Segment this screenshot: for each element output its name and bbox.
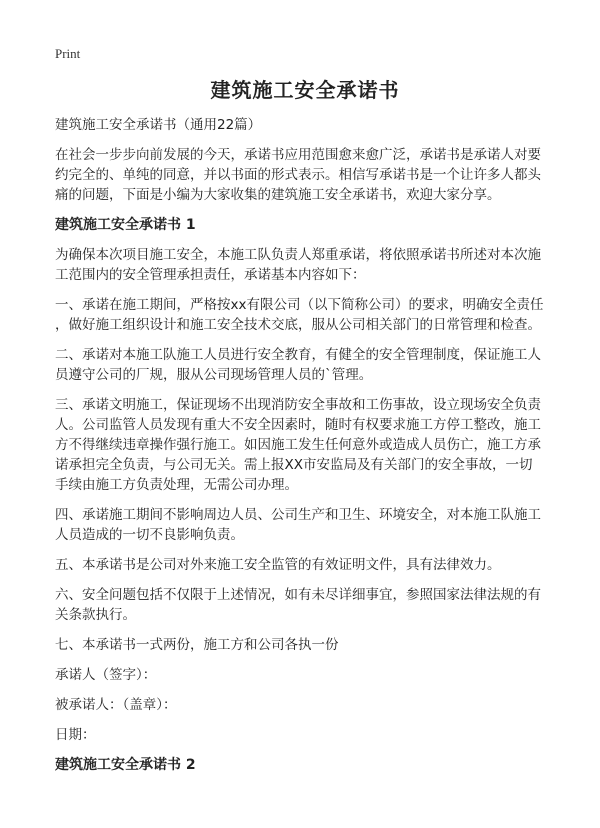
paragraph: 五、本承诺书是公司对外来施工安全监管的有效证明文件，具有法律效力。: [55, 557, 501, 573]
paragraph: 一、承诺在施工期间，严格按xx有限公司（以下简称公司）的要求，明确安全责任 ，做好施工组织设计和施工安全技术交底，服从公司相关部门的日常管理和检查。: [55, 297, 544, 333]
document-subtitle: 建筑施工安全承诺书（通用22篇）: [55, 117, 262, 133]
date-line: 日期：: [55, 727, 96, 743]
paragraph: 二、承诺对本施工队施工人员进行安全教育，有健全的安全管理制度，保证施工人 员遵守公司的厂规，服从公司现场管理人员的`管理。: [55, 347, 541, 383]
seal-line: 被承诺人：（盖章）：: [55, 697, 177, 713]
paragraph: 七、本承诺书一式两份，施工方和公司各执一份: [55, 637, 339, 653]
paragraph: 四、承诺施工期间不影响周边人员、公司生产和卫生、环境安全，对本施工队施工 人员造成的一切不良影响负责。: [55, 507, 541, 543]
paragraph: 六、安全问题包括不仅限于上述情况，如有未尽详细事宜，参照国家法律法规的有 关条款执行。: [55, 587, 541, 623]
section-heading-2: 建筑施工安全承诺书 2: [55, 757, 196, 773]
signature-line: 承诺人（签字）：: [55, 667, 157, 683]
document-title: 建筑施工安全承诺书: [210, 78, 400, 102]
paragraph: 为确保本次项目施工安全，本施工队负责人郑重承诺，将依照承诺书所述对本次施 工范围内的安全管理承担责任，承诺基本内容如下：: [55, 247, 541, 283]
intro-paragraph: 在社会一步步向前发展的今天，承诺书应用范围愈来愈广泛，承诺书是承诺人对要 约完全的、单纯的同意，并以书面的形式表示。相信写承诺书是一个让许多人都头 痛的问题，下面是小编为大家收集的建筑施工安全承诺书，欢迎大家分享。: [55, 147, 541, 203]
section-heading-1: 建筑施工安全承诺书 1: [55, 217, 196, 233]
paragraph: 三、承诺文明施工，保证现场不出现消防安全事故和工伤事故，设立现场安全负责 人。公司监管人员发现有重大不安全因素时，随时有权要求施工方停工整改，施工 方不得继续违章操作强行施工。如因施工发生任何意外或造成人员伤亡，施工方承 诺承担完全负责，与公司无关。需上报XX市安监局及有关部门的安全事故，一切 手续由施工方负责处理，无需公司办理。: [55, 397, 541, 493]
document-page: [55, 46, 555, 785]
print-link[interactable]: Print: [55, 46, 81, 61]
